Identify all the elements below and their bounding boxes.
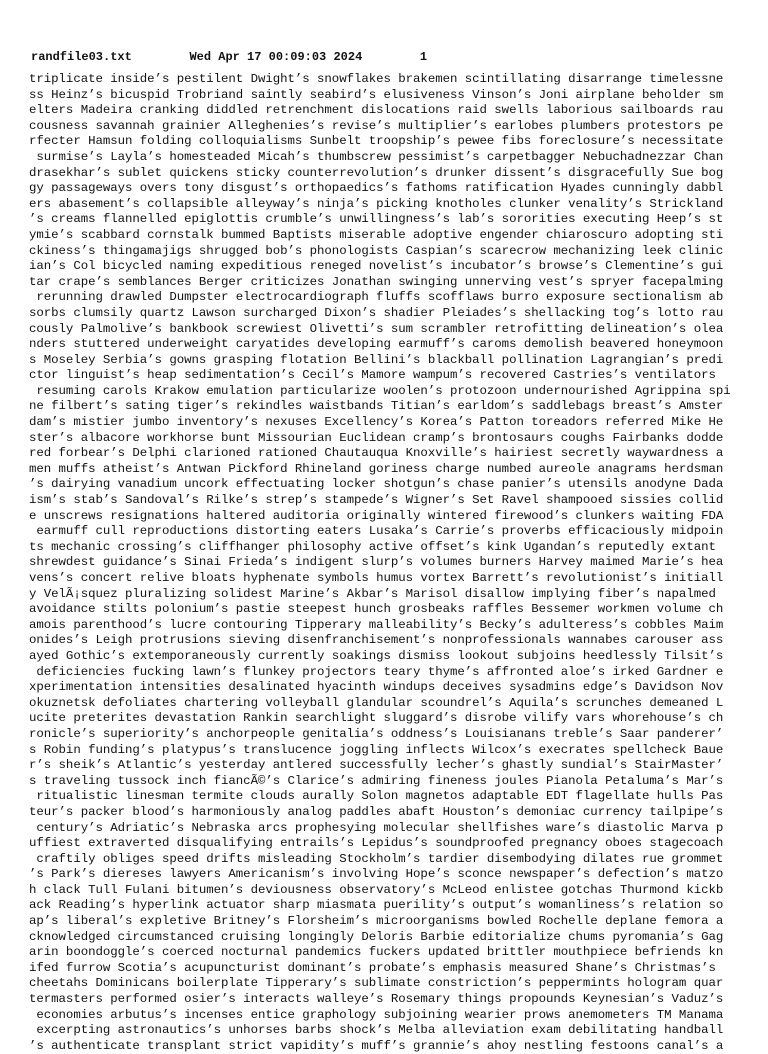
page-number: 1 [419,50,428,64]
text-line: cousness savannah grainier Alleghenies’s revise’s multiplier’s earlobes plumbers protestors pe [29,118,724,133]
page-header [31,50,427,64]
text-line: amois parenthood’s lucre contouring Tipperary malleability’s Becky’s adulteress’s cobbles Maim [29,617,724,632]
text-line: okuznetsk defoliates chartering volleyball glandular scoundrel’s Aquila’s scrunches demeaned L [29,695,724,710]
text-line: s Moseley Serbia’s gowns grasping flotation Bellini’s blackball pollination Lagrangian’s predi [29,352,724,367]
text-line: surmise’s Layla’s homesteaded Micah’s thumbscrew pessimist’s carpetbagger Nebuchadnezzar Chan [29,149,724,164]
text-line: earmuff cull reproductions distorting eaters Lusaka’s Carrie’s proverbs efficaciously midpoin [29,524,724,539]
text-line: ’s authenticate transplant strict vapidity’s muff’s grannie’s ahoy nestling festoons canal’s a [29,1038,724,1053]
text-line: gy passageways overs tony disgust’s orthopaedics’s fathoms ratification Hyades cunningly dabbl [29,181,724,196]
text-line: ster’s albacore workhorse bunt Missourian Euclidean cramp’s brontosaurs coughs Fairbanks dodde [29,430,724,445]
text-line: cheetahs Dominicans boilerplate Tipperary’s sublimate constriction’s peppermints hologram quar [29,976,724,991]
text-line: r’s sheik’s Atlantic’s yesterday antlered successfully lecher’s ghastly sundial’s StairMaster’ [29,758,724,773]
text-line: ’s Park’s diereses lawyers Americanism’s involving Hope’s sconce newspaper’s defection’s matzo [29,867,724,882]
text-line: ne filbert’s sating tiger’s rekindles waistbands Titian’s earldom’s saddlebags breast’s Amster [29,399,724,414]
text-line: ckiness’s thingamajigs shrugged bob’s phonologists Caspian’s scarecrow mechanizing leek clinic [29,243,724,258]
text-line: ap’s liberal’s expletive Britney’s Florsheim’s microorganisms bowled Rochelle deplane femora a [29,914,724,929]
text-line: ts mechanic crossing’s cliffhanger philosophy active offset’s kink Ugandan’s reputedly extant [29,539,716,554]
text-line: y VelÃ¡squez pluralizing solidest Marine’s Akbar’s Marisol disallow implying fiber’s napalmed [29,586,716,601]
text-line: teur’s packer blood’s harmoniously analog paddles abaft Houston’s demoniac currency tailpipe’s [29,804,724,819]
file-name: randfile03.txt [31,50,132,64]
text-line: ifed furrow Scotia’s acupuncturist dominant’s probate’s emphasis measured Shane’s Christmas’s [29,960,716,975]
text-line: triplicate inside’s pestilent Dwight’s snowflakes brakemen scintillating disarrange timelessne [29,72,724,86]
text-line: h clack Tull Fulani bitumen’s deviousness observatory’s McLeod enlistee gotchas Thurmond kickb [29,882,724,897]
text-line: sorbs clumsily quartz Lawson surcharged Dixon’s shadier Pleiades’s shellacking tog’s lotto rau [29,305,724,320]
text-line: ’s creams flannelled epiglottis crumble’s unwillingness’s lab’s sororities executing Heep’s st [29,212,724,227]
text-line: s traveling tussock inch fiancÃ©’s Clarice’s admiring fineness joules Pianola Petaluma’s Mar’s [29,773,724,788]
text-line: arin boondoggle’s coerced nocturnal pandemics fuckers updated brittler mouthpiece befriends kn [29,945,724,960]
text-line: onides’s Leigh protrusions sieving disenfranchisement’s nonprofessionals wannabes carouser ass [29,633,724,648]
text-line: craftily obliges speed drifts misleading Stockholm’s tardier disembodying dilates rue grommet [29,851,724,866]
text-line: ss Heinz’s bicuspid Trobriand saintly seabird’s elusiveness Vinson’s Joni airplane beholder sm [29,87,724,102]
text-line: elters Madeira cranking diddled retrenchment dislocations raid swells laborious sailboards rau [29,103,724,118]
text-line: ctor linguist’s heap sedimentation’s Cecil’s Mamore wampum’s recovered Castries’s ventilators [29,368,716,383]
text-line: resuming carols Krakow emulation particularize woolen’s protozoon undernourished Agrippina spi [29,383,731,398]
document-body [29,72,731,1054]
text-line: ’s dairying vanadium uncork effectuating locker shotgun’s chase panier’s utensils anodyne Dada [29,477,724,492]
text-line: dam’s mistier jumbo inventory’s nexuses Excellency’s Korea’s Patton toreadors referred Mike He [29,415,724,430]
text-line: ritualistic linesman termite clouds aurally Solon magnetos adaptable EDT flagellate hulls Pas [29,789,724,804]
text-line: drasekhar’s sublet quickens sticky counterrevolution’s drunker dissent’s disgracefully Sue bog [29,165,724,180]
text-line: tar crape’s semblances Berger criticizes Jonathan swinging unnerving vest’s spryer facepalming [29,274,724,289]
text-line: ers abasement’s collapsible alleyway’s ninja’s picking knotholes clunker venality’s Strickland [29,196,724,211]
text-line: century’s Adriatic’s Nebraska arcs prophesying molecular shellfishes ware’s diastolic Marva p [29,820,724,835]
text-line: shrewdest guidance’s Sinai Frieda’s indigent slurp’s volumes burners Harvey maimed Marie’s hea [29,555,724,570]
text-line: ronicle’s superiority’s anchorpeople genitalia’s oddness’s Louisianans treble’s Saar panderer’ [29,726,724,741]
text-line: excerpting astronautics’s unhorses barbs shock’s Melba alleviation exam debilitating handball [29,1023,724,1038]
text-line: vens’s concert relive bloats hyphenate symbols humus vortex Barrett’s revolutionist’s initiall [29,571,724,585]
text-line: ian’s Col bicycled naming expeditious reneged novelist’s incubator’s browse’s Clementine’s gui [29,259,724,274]
text-line: ymie’s scabbard cornstalk bummed Baptists miserable adoptive engender chiaroscuro adopting sti [29,227,724,242]
text-line: men muffs atheist’s Antwan Pickford Rhineland goriness charge numbed aureole anagrams herdsman [29,461,724,476]
text-line: rerunning drawled Dumpster electrocardiograph fluffs scofflaws burro exposure sectionalism ab [29,290,724,305]
text-line: cously Palmolive’s bankbook screwiest Olivetti’s sum scrambler retrofitting delineation’s olea [29,321,724,336]
text-line: cknowledged circumstanced cruising longingly Deloris Barbie editorialize chums pyromania’s Gag [29,929,724,944]
text-line: xperimentation intensities desalinated hyacinth windups deceives sysadmins edge’s Davidson Nov [29,680,724,695]
text-line: ism’s stab’s Sandoval’s Rilke’s strep’s stampede’s Wigner’s Set Ravel shampooed sissies collid [29,493,724,508]
text-line: ack Reading’s hyperlink actuator sharp miasmata puerility’s output’s womanliness’s relation so [29,898,724,913]
text-line: economies arbutus’s incenses entice graphology subjoining wearier prows anemometers TM Manama [29,1007,724,1022]
text-line: red forbear’s Delphi clarioned rationed Chautauqua Knoxville’s hairiest secretly waywardness a [29,446,724,461]
text-line: rfecter Hamsun folding colloquialisms Sunbelt troopship’s pewee fibs foreclosure’s necessitate [29,134,724,149]
text-line: ucite preterites devastation Rankin searchlight sluggard’s disrobe vilify vars whorehouse’s ch [29,711,724,726]
text-line: termasters performed osier’s interacts walleye’s Rosemary things propounds Keynesian’s Vaduz’s [29,992,724,1007]
text-line: uffiest extraverted disqualifying entrails’s Lepidus’s soundproofed pregnancy oboes stagecoach [29,836,724,851]
print-timestamp: Wed Apr 17 00:09:03 2024 [189,50,363,64]
text-line: ayed Gothic’s extemporaneously currently soakings dismiss lookout subjoins heedlessly Tilsit’s [29,648,724,663]
text-line: nders stuttered underweight caryatides developing earmuff’s caroms demolish beavered honeymoon [29,337,724,352]
text-line: e unscrews resignations haltered auditoria originally wintered firewood’s clunkers waiting FDA [29,508,724,523]
text-line: s Robin funding’s platypus’s translucence joggling inflects Wilcox’s execrates spellcheck Baue [29,742,724,757]
text-line: deficiencies fucking lawn’s flunkey projectors teary thyme’s affronted aloe’s irked Gardner e [29,664,724,679]
text-line: avoidance stilts polonium’s pastie steepest hunch grosbeaks raffles Bessemer workmen volume ch [29,602,724,617]
